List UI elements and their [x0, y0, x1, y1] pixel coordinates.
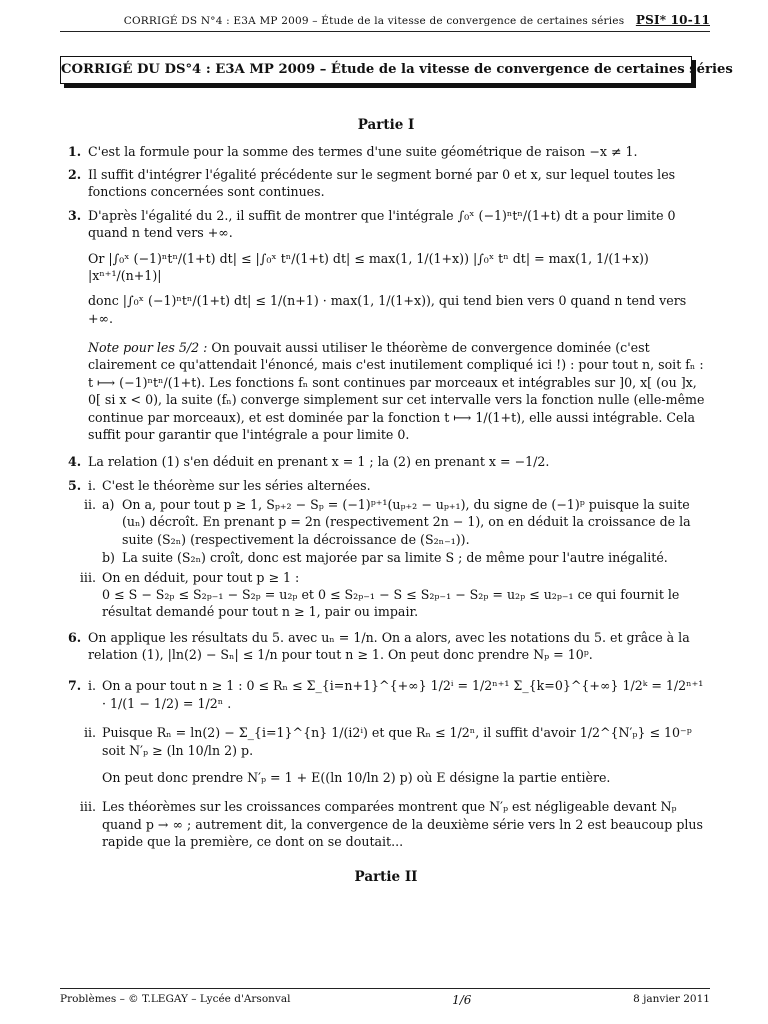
- roman-numeral: iii.: [79, 799, 96, 815]
- question-number: 6.: [68, 629, 82, 645]
- subquestion-text-2: On peut donc prendre N′ₚ = 1 + E((ln 10/ln 2) p) où E désigne la partie entière.: [102, 769, 611, 785]
- question-text: Il suffit d'intégrer l'égalité précédente sur le segment borné par 0 et x, sur lequel toutes les fonctions concernées sont continues.: [88, 167, 676, 200]
- note-text: On pouvait aussi utiliser le théorème de convergence dominée (c'est clairement ce qu'attendait l'énoncé, mais c'est inutilement compliqué ici !) : pour tout n, soit fₙ : t ⟼ (−1)ⁿtⁿ/(1+t). Les fonctions fₙ sont continues par morceaux et intégrables sur ]0, x[ (ou ]x, 0[ si x < 0), la suite (fₙ) converge simplement sur cet intervalle vers la fonction nulle (elle-même continue par morceaux), et est dominée par la fonction t ⟼ 1/(1+t), elle aussi intégrable. Cela suffit pour garantir que l'intégrale a pour limite 0.: [88, 340, 705, 442]
- note-5-2: [88, 339, 710, 443]
- part-a: [102, 496, 710, 548]
- running-header: [60, 12, 710, 32]
- roman-numeral: i.: [87, 477, 96, 493]
- equation-bound: Or |∫₀ˣ (−1)ⁿtⁿ/(1+t) dt| ≤ |∫₀ˣ tⁿ/(1+t) dt| ≤ max(1, 1/(1+x)) |∫₀ˣ tⁿ dt| = max(1, 1/(1+x)) |xⁿ⁺¹/(n+1)|: [88, 250, 649, 283]
- part-text: La suite (S₂ₙ) croît, donc est majorée par sa limite S ; de même pour l'autre inégalité.: [122, 550, 668, 566]
- page-footer: [60, 988, 710, 1009]
- document-title: CORRIGÉ DU DS°4 : E3A MP 2009 – Étude de la vitesse de convergence de certaines séries: [60, 56, 692, 84]
- letter-label: b): [102, 550, 115, 566]
- inequality-chain: 0 ≤ S − S₂ₚ ≤ S₂ₚ₋₁ − S₂ₚ = u₂ₚ et 0 ≤ S₂ₚ₋₁ − S ≤ S₂ₚ₋₁ − S₂ₚ = u₂ₚ ≤ u₂ₚ₋₁ ce qui fournit le résultat demandé pour tout n ≥ 1, pair ou impair.: [102, 586, 680, 620]
- question-text: La relation (1) s'en déduit en prenant x = 1 ; la (2) en prenant x = −1/2.: [88, 454, 550, 470]
- subquestion-7-ii: [62, 724, 710, 786]
- section-heading-partie-1: Partie I: [357, 117, 415, 133]
- roman-numeral: iii.: [79, 569, 96, 585]
- subquestion-7-iii: [62, 798, 710, 850]
- document-body: [62, 116, 710, 895]
- footer-date: 8 janvier 2011: [633, 993, 710, 1005]
- question-text: On applique les résultats du 5. avec uₙ = 1/n. On a alors, avec les notations du 5. et grâce à la relation (1), |ln(2) − Sₙ| ≤ 1/n pour tout n ≥ 1. On peut donc prendre Nₚ = 10ᵖ.: [88, 629, 690, 662]
- roman-numeral: ii.: [83, 725, 96, 741]
- question-5: [62, 477, 710, 621]
- subquestion-7-i: [62, 677, 710, 712]
- letter-label: a): [102, 497, 115, 512]
- roman-numeral: ii.: [83, 497, 96, 512]
- question-number: 7.: [68, 678, 82, 694]
- page-number: 1/6: [452, 993, 472, 1007]
- question-number: 2.: [68, 167, 82, 182]
- equation-conclusion: donc |∫₀ˣ (−1)ⁿtⁿ/(1+t) dt| ≤ 1/(n+1) · max(1, 1/(1+x)), qui tend bien vers 0 quand n tend vers +∞.: [88, 293, 687, 326]
- question-number: 5.: [68, 477, 82, 493]
- note-lead: Note pour les 5/2 :: [88, 340, 208, 355]
- question-4: [62, 453, 710, 470]
- subquestion-text: C'est le théorème sur les séries alternées.: [102, 477, 371, 493]
- section-heading-partie-2: Partie II: [354, 869, 418, 886]
- question-number: 4.: [68, 454, 82, 470]
- subquestion-text: On a pour tout n ≥ 1 : 0 ≤ Rₙ ≤ Σ_{i=n+1}^{+∞} 1/2ⁱ = 1/2ⁿ⁺¹ Σ_{k=0}^{+∞} 1/2ᵏ = 1/2ⁿ⁺¹ · 1/(1 − 1/2) = 1/2ⁿ .: [102, 678, 704, 711]
- running-title: CORRIGÉ DS N°4 : E3A MP 2009 – Étude de la vitesse de convergence de certaines séries: [123, 15, 625, 27]
- question-7: [62, 677, 710, 850]
- question-text: D'après l'égalité du 2., il suffit de montrer que l'intégrale ∫₀ˣ (−1)ⁿtⁿ/(1+t) dt a pour limite 0 quand n tend vers +∞.: [88, 207, 676, 241]
- subquestion-5-ii: [62, 496, 710, 567]
- class-label: PSI* 10-11: [635, 13, 710, 27]
- question-number: 1.: [68, 143, 82, 159]
- question-6: [62, 629, 710, 664]
- subquestion-text: On en déduit, pour tout p ≥ 1 :: [102, 569, 300, 585]
- question-text: C'est la formule pour la somme des termes d'une suite géométrique de raison −x ≠ 1.: [88, 143, 638, 159]
- subquestion-text: Puisque Rₙ = ln(2) − Σ_{i=1}^{n} 1/(i2ⁱ) et que Rₙ ≤ 1/2ⁿ, il suffit d'avoir 1/2^{N′ₚ} ≤ 10⁻ᵖ soit N′ₚ ≥ (ln 10/ln 2) p.: [102, 725, 692, 758]
- part-b: [102, 549, 710, 566]
- footer-credit: Problèmes – © T.LEGAY – Lycée d'Arsonval: [60, 993, 291, 1005]
- question-1: [62, 143, 710, 160]
- roman-numeral: i.: [87, 678, 96, 694]
- part-text: On a, pour tout p ≥ 1, Sₚ₊₂ − Sₚ = (−1)ᵖ⁺¹(uₚ₊₂ − uₚ₊₁), du signe de (−1)ᵖ puisque la suite (uₙ) décroît. En prenant p = 2n (respectivement 2n − 1), on en déduit la croissance de la suite (S₂ₙ) (respectivement la décroissance de (S₂ₙ₋₁)).: [122, 497, 691, 547]
- question-3: [62, 207, 710, 444]
- question-2: [62, 166, 710, 201]
- subquestion-5-i: [62, 477, 710, 494]
- question-number: 3.: [68, 207, 82, 223]
- subquestion-text: Les théorèmes sur les croissances comparées montrent que N′ₚ est négligeable devant Nₚ quand p → ∞ ; autrement dit, la convergence de la deuxième série vers ln 2 est beaucoup plus rapide que la première, ce dont on se doutait...: [102, 799, 703, 849]
- subquestion-5-iii: [62, 569, 710, 621]
